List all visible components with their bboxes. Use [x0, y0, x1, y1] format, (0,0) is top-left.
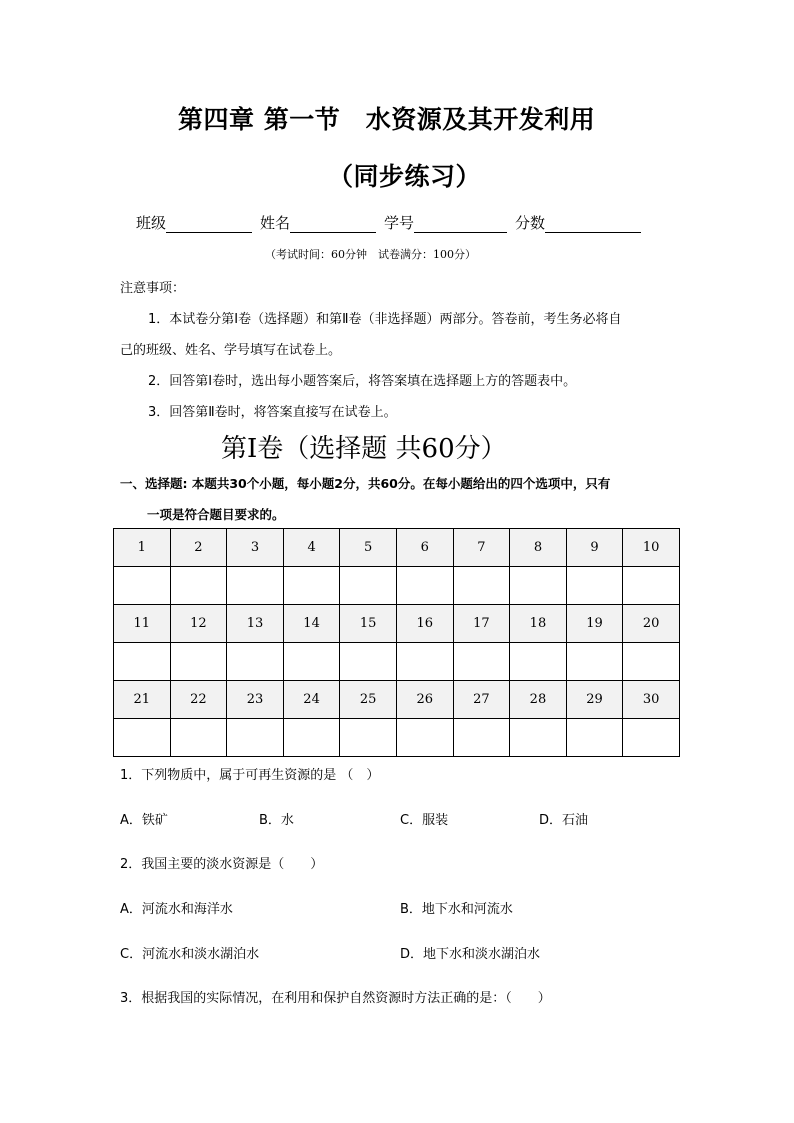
answer-cell[interactable] — [340, 719, 397, 757]
question-number-cell: 23 — [227, 681, 284, 719]
answer-cell[interactable] — [114, 567, 171, 605]
question-number-cell: 2 — [170, 529, 227, 567]
question-number-cell: 17 — [453, 605, 510, 643]
answer-cell[interactable] — [114, 719, 171, 757]
question-number-cell: 13 — [227, 605, 284, 643]
page-subtitle: （同步练习） — [328, 162, 482, 191]
question-number-cell: 15 — [340, 605, 397, 643]
question-1-option-c[interactable]: C．服装 — [400, 813, 449, 828]
question-1-option-d[interactable]: D．石油 — [539, 813, 589, 828]
student-number-label: 学号 — [384, 214, 415, 232]
note-2: 2．回答第Ⅰ卷时，选出每小题答案后，将答案填在选择题上方的答题表中。 — [148, 374, 577, 389]
question-2-option-c[interactable]: C．河流水和淡水湖泊水 — [120, 947, 260, 962]
question-2-stem: 2．我国主要的淡水资源是（ ） — [120, 857, 324, 872]
answer-cell[interactable] — [227, 643, 284, 681]
answer-table — [113, 528, 680, 757]
question-number-cell: 25 — [340, 681, 397, 719]
answer-cell[interactable] — [510, 719, 567, 757]
question-number-cell: 12 — [170, 605, 227, 643]
answer-cell[interactable] — [340, 643, 397, 681]
answer-cell[interactable] — [566, 719, 623, 757]
student-info-row — [136, 212, 649, 233]
answer-cell[interactable] — [283, 643, 340, 681]
instruction-line-2: 一项是符合题目要求的。 — [147, 507, 285, 522]
answer-cell[interactable] — [170, 567, 227, 605]
answer-cell[interactable] — [227, 719, 284, 757]
answer-cell[interactable] — [170, 643, 227, 681]
answer-cell[interactable] — [453, 567, 510, 605]
question-number-cell: 1 — [114, 529, 171, 567]
name-field[interactable] — [260, 212, 384, 233]
question-number-cell: 27 — [453, 681, 510, 719]
section-1-title: 第Ⅰ卷（选择题 共60分） — [221, 434, 507, 464]
answer-cell[interactable] — [453, 643, 510, 681]
question-number-cell: 30 — [623, 681, 680, 719]
question-number-cell: 4 — [283, 529, 340, 567]
notes-heading: 注意事项： — [120, 281, 186, 296]
question-number-cell: 5 — [340, 529, 397, 567]
question-2-option-b[interactable]: B．地下水和河流水 — [400, 902, 513, 917]
question-number-cell: 22 — [170, 681, 227, 719]
question-number-cell: 18 — [510, 605, 567, 643]
answer-cell[interactable] — [114, 643, 171, 681]
question-1-stem: 1．下列物质中，属于可再生资源的是 （ ） — [120, 768, 380, 783]
question-3-stem: 3．根据我国的实际情况，在利用和保护自然资源时方法正确的是：（ ） — [120, 991, 551, 1006]
instruction-line-1: 一、选择题: 本题共30个小题，每小题2分，共60分。在每小题给出的四个选项中，只有 — [120, 476, 611, 491]
answer-cell[interactable] — [566, 567, 623, 605]
answer-cell[interactable] — [340, 567, 397, 605]
answer-number-row — [114, 529, 680, 567]
question-number-cell: 20 — [623, 605, 680, 643]
answer-cell[interactable] — [510, 643, 567, 681]
answer-cell[interactable] — [623, 719, 680, 757]
page-title: 第四章 第一节 水资源及其开发利用 — [178, 105, 596, 134]
question-number-cell: 19 — [566, 605, 623, 643]
answer-number-row — [114, 605, 680, 643]
question-number-cell: 10 — [623, 529, 680, 567]
answer-number-row — [114, 681, 680, 719]
answer-cell[interactable] — [396, 567, 453, 605]
question-number-cell: 24 — [283, 681, 340, 719]
question-number-cell: 28 — [510, 681, 567, 719]
answer-input-row — [114, 643, 680, 681]
answer-cell[interactable] — [623, 567, 680, 605]
answer-cell[interactable] — [396, 719, 453, 757]
class-label: 班级 — [136, 214, 167, 232]
question-number-cell: 7 — [453, 529, 510, 567]
question-number-cell: 29 — [566, 681, 623, 719]
question-number-cell: 3 — [227, 529, 284, 567]
question-number-cell: 16 — [396, 605, 453, 643]
answer-cell[interactable] — [283, 567, 340, 605]
note-3: 3．回答第Ⅱ卷时，将答案直接写在试卷上。 — [148, 405, 397, 420]
answer-input-row — [114, 719, 680, 757]
question-2-option-a[interactable]: A．河流水和海洋水 — [120, 902, 233, 917]
answer-cell[interactable] — [170, 719, 227, 757]
score-label: 分数 — [515, 214, 546, 232]
answer-input-row — [114, 567, 680, 605]
note-1-line-2: 己的班级、姓名、学号填写在试卷上。 — [120, 343, 342, 358]
question-number-cell: 6 — [396, 529, 453, 567]
question-1-option-a[interactable]: A．铁矿 — [120, 813, 168, 828]
question-number-cell: 26 — [396, 681, 453, 719]
name-label: 姓名 — [260, 214, 291, 232]
question-number-cell: 14 — [283, 605, 340, 643]
answer-cell[interactable] — [566, 643, 623, 681]
question-2-option-d[interactable]: D．地下水和淡水湖泊水 — [400, 947, 541, 962]
question-number-cell: 9 — [566, 529, 623, 567]
question-number-cell: 11 — [114, 605, 171, 643]
exam-info: （考试时间：60分钟 试卷满分：100分） — [265, 248, 476, 261]
question-number-cell: 21 — [114, 681, 171, 719]
class-field[interactable] — [136, 212, 260, 233]
answer-cell[interactable] — [396, 643, 453, 681]
answer-cell[interactable] — [283, 719, 340, 757]
note-1-line-1: 1．本试卷分第Ⅰ卷（选择题）和第Ⅱ卷（非选择题）两部分。答卷前，考生务必将自 — [148, 312, 622, 327]
score-field[interactable] — [515, 212, 649, 233]
question-number-cell: 8 — [510, 529, 567, 567]
answer-cell[interactable] — [227, 567, 284, 605]
student-number-field[interactable] — [384, 212, 515, 233]
question-1-option-b[interactable]: B．水 — [259, 813, 294, 828]
answer-cell[interactable] — [623, 643, 680, 681]
answer-cell[interactable] — [510, 567, 567, 605]
answer-cell[interactable] — [453, 719, 510, 757]
